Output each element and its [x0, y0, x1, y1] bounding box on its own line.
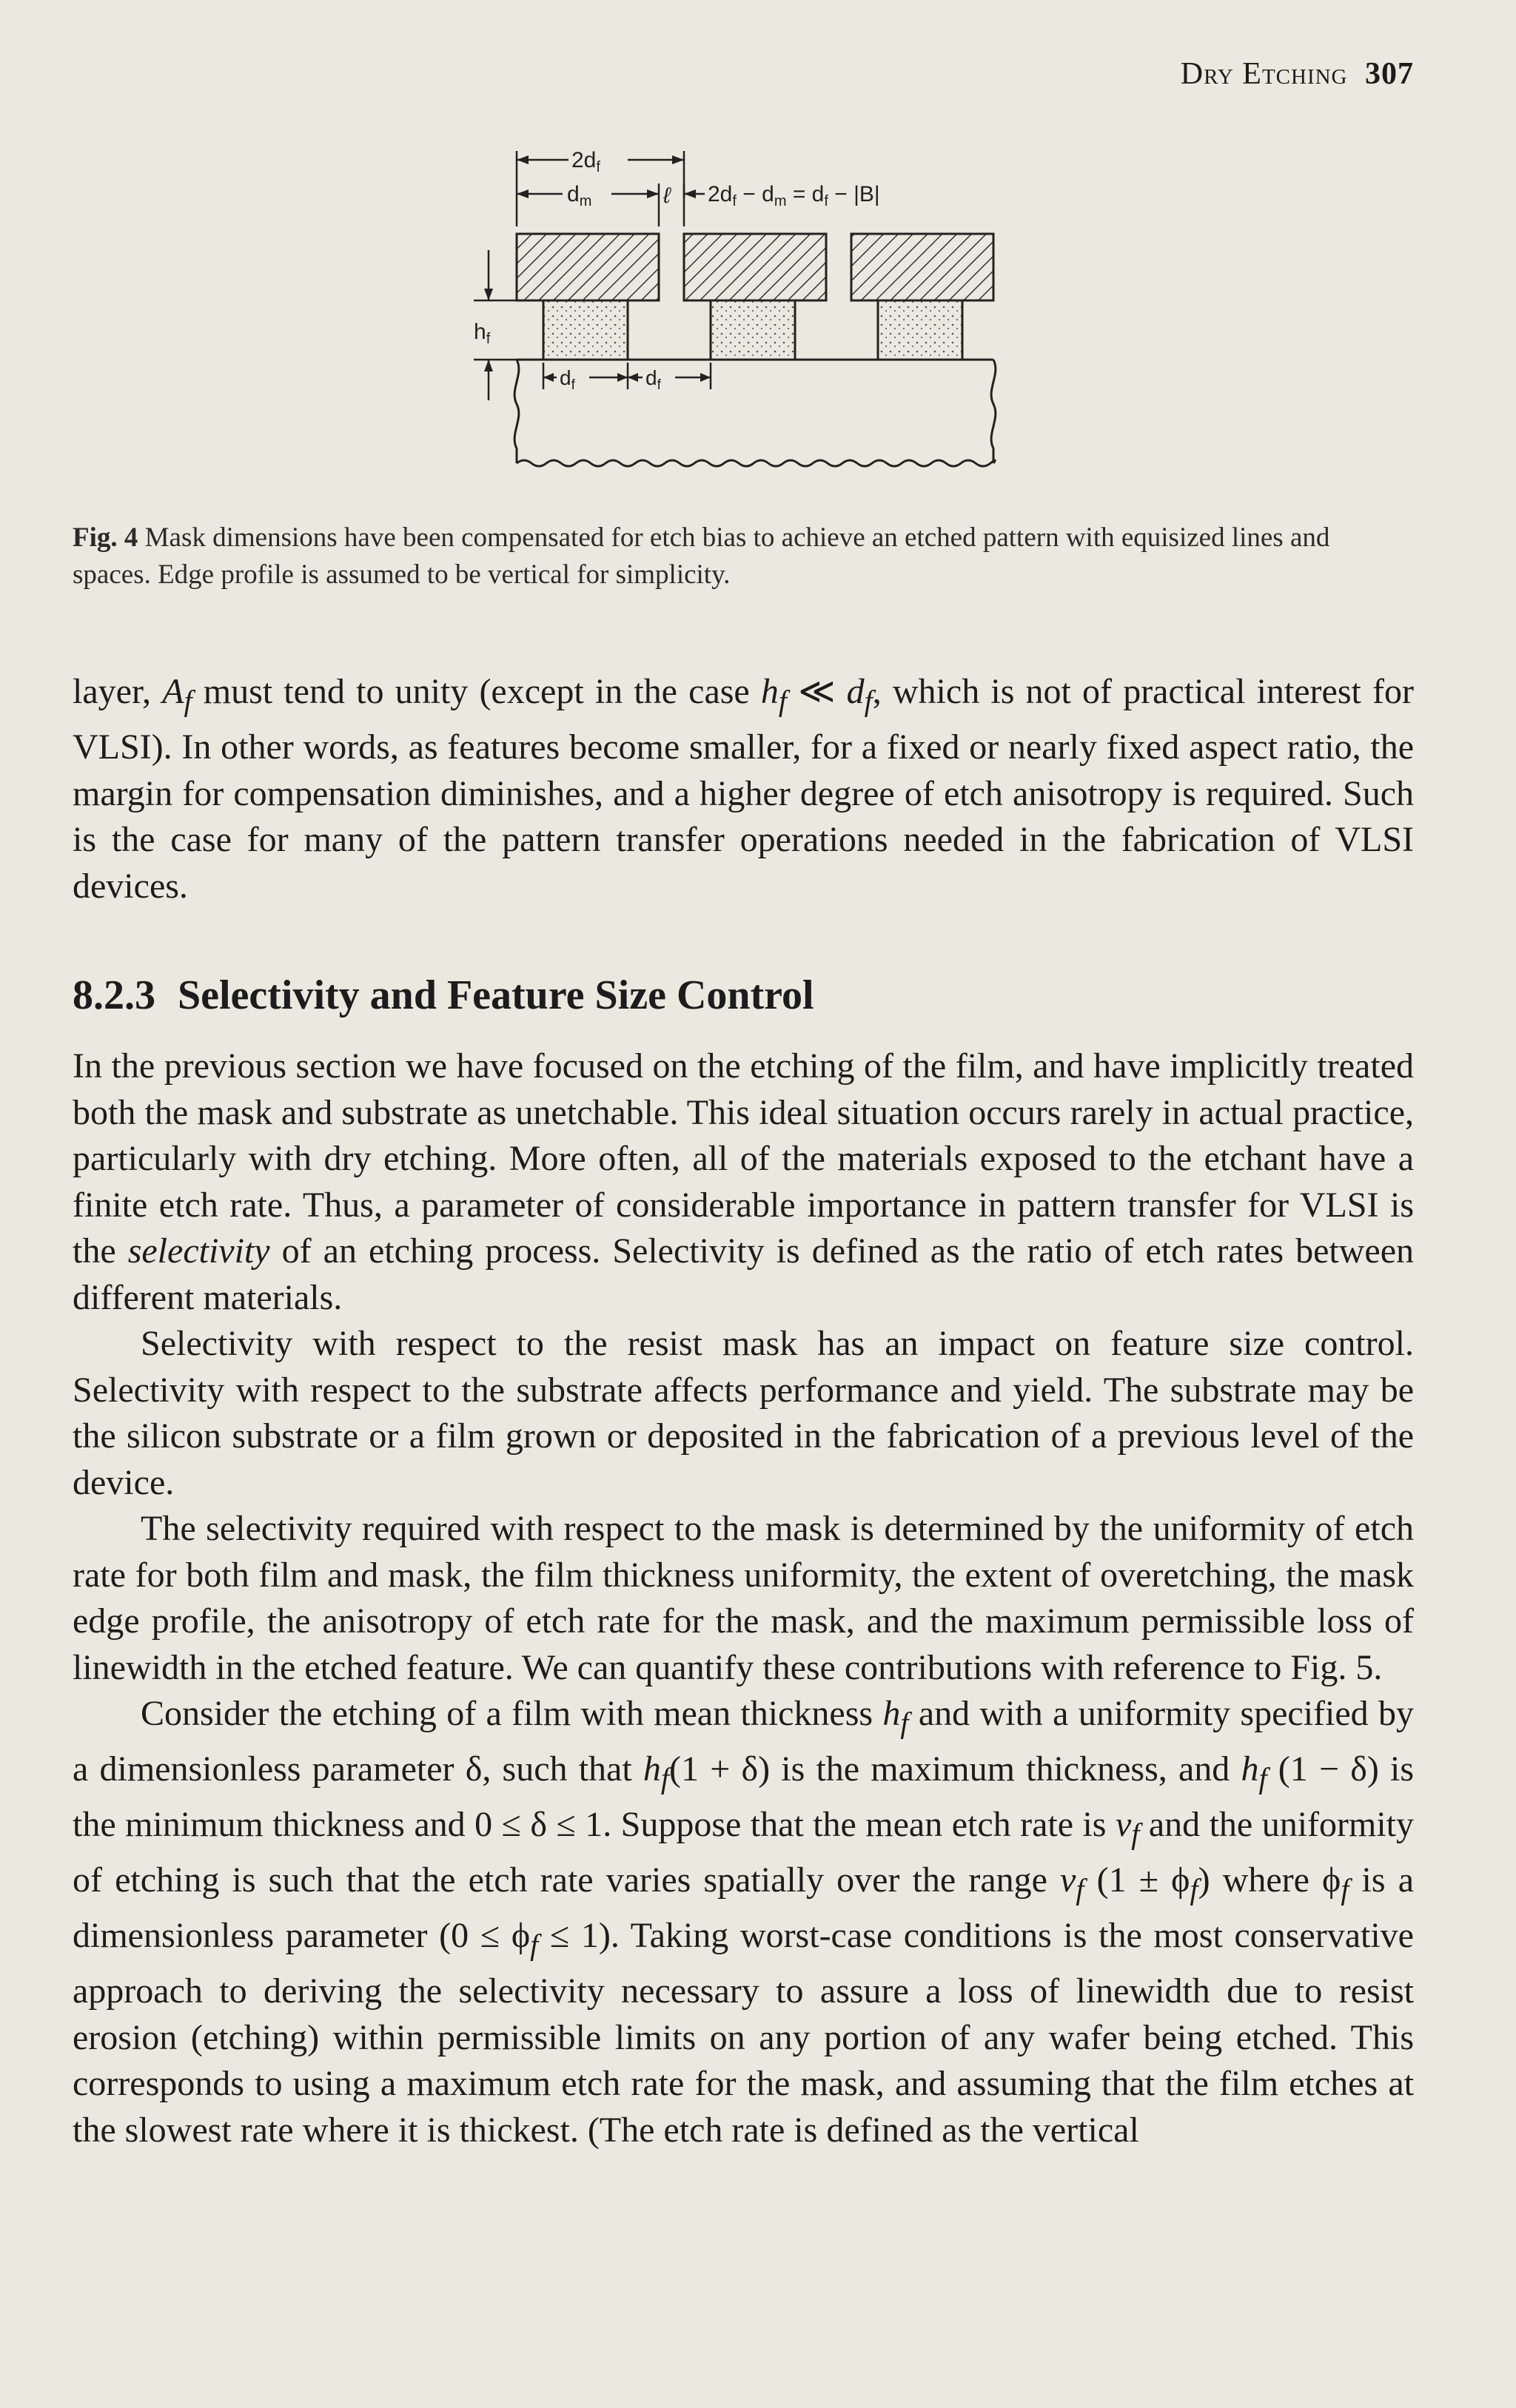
label-df-left: $d_f$: [560, 366, 575, 393]
running-head-title: Dry Etching: [1180, 57, 1348, 91]
figure-caption: [73, 519, 1414, 593]
page-number: 307: [1365, 57, 1414, 91]
dimension-hf: [474, 250, 517, 400]
figure-4: [444, 145, 1007, 485]
mask-block: [851, 234, 993, 300]
figure-label: Fig. 4: [73, 522, 138, 553]
dimension-dm: [517, 181, 705, 226]
section-body: [73, 1043, 1414, 2153]
label-equation: $2d_f - d_m = d_f - |B|$: [708, 182, 880, 209]
label-hf: $h_f$: [474, 320, 491, 347]
film-feature: [711, 300, 795, 360]
section-title: Selectivity and Feature Size Control: [178, 972, 814, 1018]
film-feature: [543, 300, 628, 360]
section-number: 8.2.3: [73, 972, 155, 1018]
label-l: ℓ: [663, 184, 671, 208]
film-feature: [878, 300, 962, 360]
label-2df: $2d_f$: [571, 148, 600, 175]
paragraph: Selectivity with respect to the resist mask has an impact on feature size control. Selectivity with respect to the substrate affects performance and yield. The substrate may be the silicon substrate or a film grown or deposited in the fabrication of a previous level of the device.: [73, 1324, 1414, 1502]
running-head: [1181, 56, 1414, 92]
mask-block: [684, 234, 826, 300]
paragraph: Consider the etching of a film with mean thickness $h_f$ and with a uniformity specified by a dimensionless parameter δ, such that $h_f(1 + \delta)$ is the maximum thickness, and $h_f$ (1 − δ) is the minimum thickness and 0 ≤ δ ≤ 1. Suppose that the mean etch rate is $v_f$ and the uniformity of etching is such that the etch rate varies spatially over the range $v_f$ $(1 \pm \phi_f)$ where $\phi_f$ is a dimensionless parameter $(0 \le \phi_f \le 1)$. Taking worst-case conditions is the most conservative approach to deriving the selectivity necessary to assure a loss of linewidth due to resist erosion (etching) within permissible limits on any portion of any wafer being etched. This corresponds to using a maximum etch rate for the mask, and assuming that the film etches at the slowest rate where it is thickest. (The etch rate is defined as the vertical: [73, 1694, 1415, 2150]
paragraph-continuation: layer, $A_f$ must tend to unity (except in the case $h_f$ ≪ $d_f$, which is not of practical interest for VLSI). In other words, as features become smaller, for a fixed or nearly fixed aspect ratio, the margin for compensation diminishes, and a higher degree of etch anisotropy is required. Such is the case for many of the pattern transfer operations needed in the fabrication of VLSI devices.: [73, 672, 1414, 906]
label-df-right: $d_f$: [645, 366, 661, 393]
mask-dimension-diagram: [444, 145, 1007, 485]
dimension-df: [543, 363, 711, 393]
caption-text: Mask dimensions have been compensated for etch bias to achieve an etched pattern with equisized lines and spaces. Edge profile is assumed to be vertical for simplicity.: [73, 522, 1330, 590]
paragraph: The selectivity required with respect to the mask is determined by the uniformity of etch rate for both film and mask, the film thickness uniformity, the extent of overetching, the mask edge profile, the anisotropy of etch rate for the mask, and the maximum permissible loss of linewidth in the etched feature. We can quantify these contributions with reference to Fig. 5.: [73, 1509, 1414, 1687]
substrate: [514, 360, 996, 466]
section-heading: [73, 969, 1414, 1021]
mask-block: [517, 234, 659, 300]
paragraph: In the previous section we have focused on the etching of the film, and have implicitly treated both the mask and substrate as unetchable. This ideal situation occurs rarely in actual practice, particularly with dry etching. More often, all of the materials exposed to the etchant have a finite etch rate. Thus, a parameter of considerable importance in pattern transfer for VLSI is the selectivity of an etching process. Selectivity is defined as the ratio of etch rates between different materials.: [73, 1046, 1415, 1317]
label-dm: $d_m$: [567, 182, 592, 209]
